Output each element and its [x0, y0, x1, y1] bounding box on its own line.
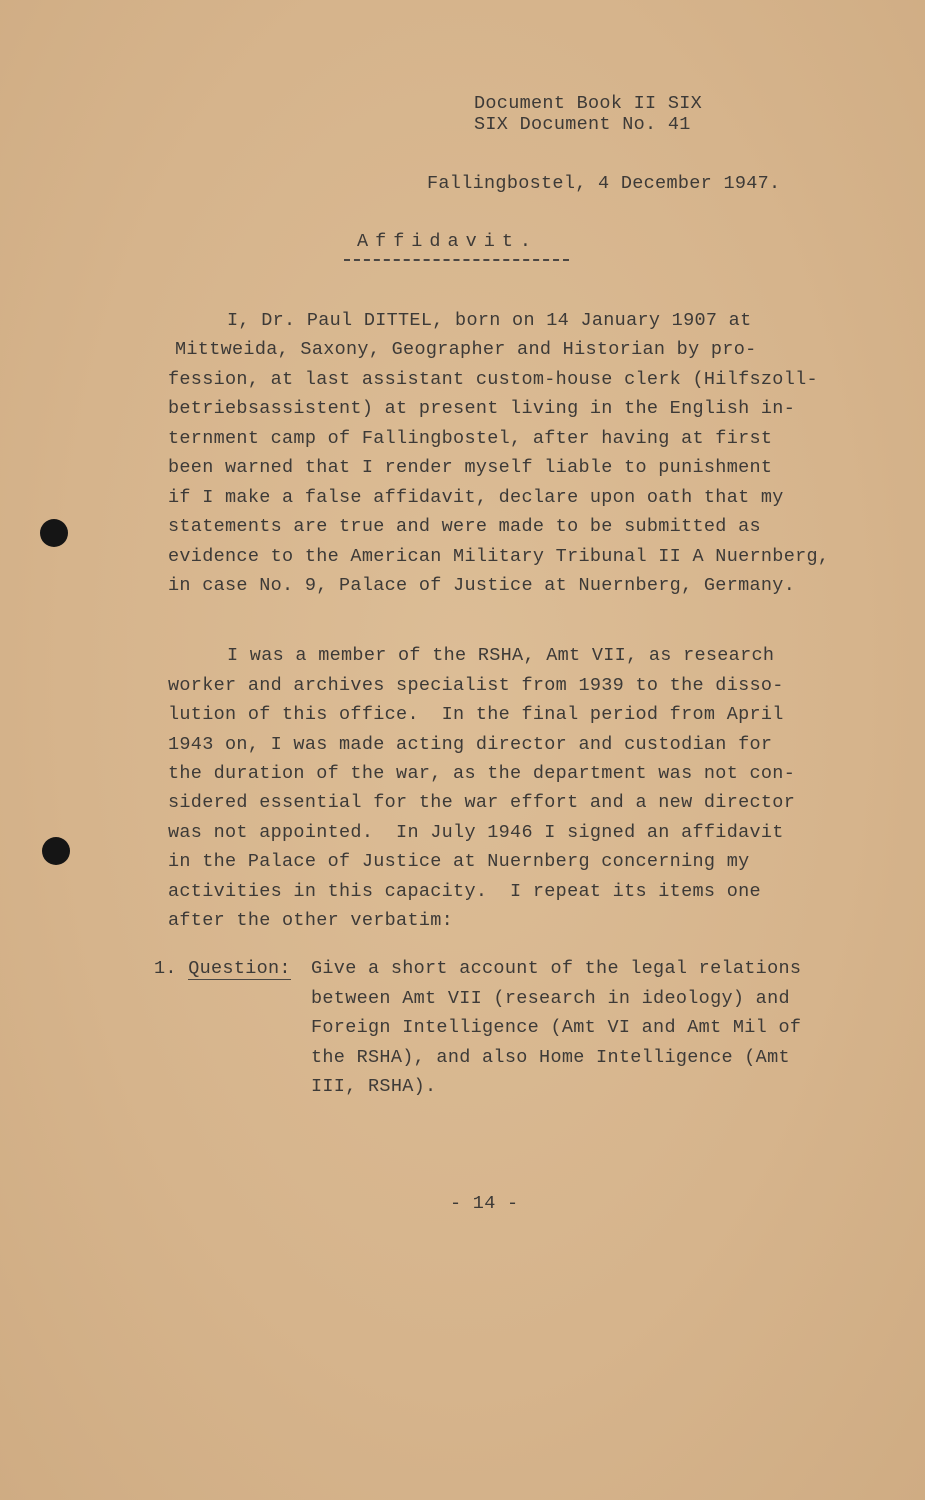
page-number: - 14 -: [450, 1193, 519, 1214]
paragraph2-line: sidered essential for the war effort and a new director: [168, 792, 796, 813]
paragraph2-line: the duration of the war, as the department was not con-: [168, 763, 796, 784]
question-line: Foreign Intelligence (Amt VI and Amt Mil of: [311, 1017, 802, 1038]
place-date: Fallingbostel, 4 December 1947.: [427, 173, 781, 194]
document-title: Affidavit.: [357, 231, 539, 252]
question-line: the RSHA), and also Home Intelligence (Amt: [311, 1047, 790, 1068]
paragraph2-line: I was a member of the RSHA, Amt VII, as research: [227, 645, 775, 666]
paragraph1-line: fession, at last assistant custom-house clerk (Hilfszoll-: [168, 369, 818, 390]
question-line: Give a short account of the legal relations: [311, 958, 802, 979]
paragraph2-line: lution of this office. In the final period from April: [168, 704, 784, 725]
paragraph2-line: activities in this capacity. I repeat its items one: [168, 881, 761, 902]
paragraph1-line: been warned that I render myself liable to punishment: [168, 457, 773, 478]
question-line: III, RSHA).: [311, 1076, 437, 1097]
punch-hole-top: [40, 519, 68, 547]
question-heading: Question:: [188, 958, 291, 979]
question-number: 1.: [154, 958, 177, 979]
question-label: [154, 958, 291, 980]
paragraph1-line: Mittweida, Saxony, Geographer and Historian by pro-: [175, 339, 757, 360]
paragraph2-line: after the other verbatim:: [168, 910, 454, 931]
paragraph1-line: evidence to the American Military Tribunal II A Nuernberg,: [168, 546, 830, 567]
paragraph1-line: ternment camp of Fallingbostel, after having at first: [168, 428, 773, 449]
paragraph2-line: was not appointed. In July 1946 I signed an affidavit: [168, 822, 784, 843]
header-document-book: Document Book II SIX: [474, 93, 703, 114]
punch-hole-bottom: [42, 837, 70, 865]
question-line: between Amt VII (research in ideology) and: [311, 988, 790, 1009]
paragraph2-line: worker and archives specialist from 1939 to the disso-: [168, 675, 784, 696]
paragraph1-line: if I make a false affidavit, declare upon oath that my: [168, 487, 784, 508]
paragraph1-line: I, Dr. Paul DITTEL, born on 14 January 1907 at: [227, 310, 752, 331]
paragraph1-line: statements are true and were made to be submitted as: [168, 516, 761, 537]
header-document-number: SIX Document No. 41: [474, 114, 691, 135]
paragraph1-line: in case No. 9, Palace of Justice at Nuernberg, Germany.: [168, 575, 796, 596]
title-underline: [344, 259, 569, 261]
paragraph1-line: betriebsassistent) at present living in the English in-: [168, 398, 796, 419]
paragraph2-line: in the Palace of Justice at Nuernberg concerning my: [168, 851, 750, 872]
paragraph2-line: 1943 on, I was made acting director and custodian for: [168, 734, 773, 755]
